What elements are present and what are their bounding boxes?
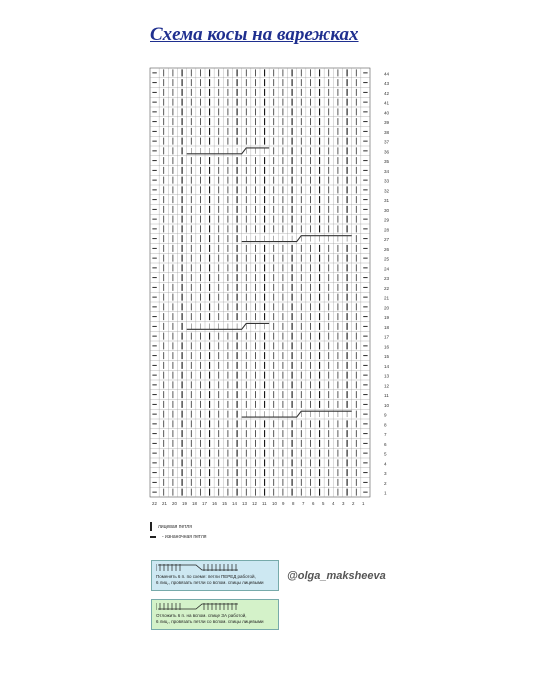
row-number: 20 [384,305,390,311]
row-number: 10 [384,402,390,408]
row-number: 30 [384,207,390,213]
row-number: 37 [384,139,390,145]
row-number: 29 [384,217,390,223]
row-number: 16 [384,344,390,350]
column-number: 2 [352,501,355,506]
row-number: 34 [384,168,390,174]
column-number: 5 [322,501,325,506]
column-number: 17 [202,501,207,506]
column-number: 10 [272,501,277,506]
author-watermark: @olga_maksheeva [287,570,386,582]
row-number: 25 [384,256,390,262]
column-number: 11 [262,501,267,506]
row-number: 26 [384,246,390,252]
column-number: 16 [212,501,217,506]
column-number: 6 [312,501,315,506]
row-number: 1 [384,490,387,496]
purl-stitch-icon [150,536,156,538]
column-number: 3 [342,501,345,506]
page-title: Схема косы на варежках [150,24,359,45]
row-number: 4 [384,461,387,467]
column-number: 14 [232,501,237,506]
column-number: 1 [362,501,365,506]
row-number: 12 [384,383,390,389]
column-number: 9 [282,501,285,506]
row-number: 39 [384,120,390,126]
row-number: 36 [384,149,390,155]
row-number: 43 [384,81,390,87]
cable-back-text-2: 6 лиц., провязать петли со вспом. спицы лицевыми [156,580,264,585]
column-number: 7 [302,501,305,506]
cable-key-front [151,599,279,630]
row-number: 6 [384,441,387,447]
cable-front-text-2: 6 лиц., провязать петли со вспом. спицы лицевыми [156,619,264,624]
row-number: 24 [384,266,390,272]
row-number: 32 [384,188,390,194]
row-number: 15 [384,354,390,360]
cable-symbol-front-icon [156,602,274,611]
cable-back-text-1: Поменять 6 п. по схеме: петли ПЕРЕД работой, [156,574,256,579]
cable-front-text-1: Отложить 6 п. на вспом. спице ЗА работой, [156,613,247,618]
row-number: 14 [384,363,390,369]
row-number: 8 [384,422,387,428]
row-number: 38 [384,129,390,135]
row-number: 19 [384,315,390,321]
column-number: 13 [242,501,247,506]
row-number: 22 [384,285,390,291]
column-number: 18 [192,501,197,506]
column-number: 22 [152,501,157,506]
row-number: 2 [384,480,387,486]
column-number: 12 [252,501,257,506]
knit-stitch-icon [150,522,152,531]
column-number: 15 [222,501,227,506]
legend-purl [150,534,207,540]
row-number: 17 [384,334,390,340]
row-number: 11 [384,393,389,399]
row-number: 5 [384,451,387,457]
row-number: 23 [384,276,390,282]
column-number: 4 [332,501,335,506]
row-number: 40 [384,110,390,116]
row-number: 13 [384,373,390,379]
row-number: 31 [384,198,390,204]
row-number: 35 [384,159,390,165]
row-number: 7 [384,432,387,438]
cable-symbol-back-icon [156,563,274,572]
legend-knit [150,522,192,531]
column-number: 19 [182,501,187,506]
legend-purl-label: - изнаночная петля [162,534,207,540]
row-number: 18 [384,324,390,330]
row-number: 28 [384,227,390,233]
row-number: 3 [384,471,387,477]
cable-key-back [151,560,279,591]
row-number: 21 [384,295,390,301]
row-number: 9 [384,412,387,418]
column-number: 20 [172,501,177,506]
row-number: 44 [384,71,390,77]
row-number: 42 [384,90,390,96]
column-number: 8 [292,501,295,506]
row-number: 33 [384,178,390,184]
legend-knit-label: лицевая петля [158,523,192,530]
column-number: 21 [162,501,167,506]
row-number: 41 [384,100,390,106]
row-number: 27 [384,237,390,243]
